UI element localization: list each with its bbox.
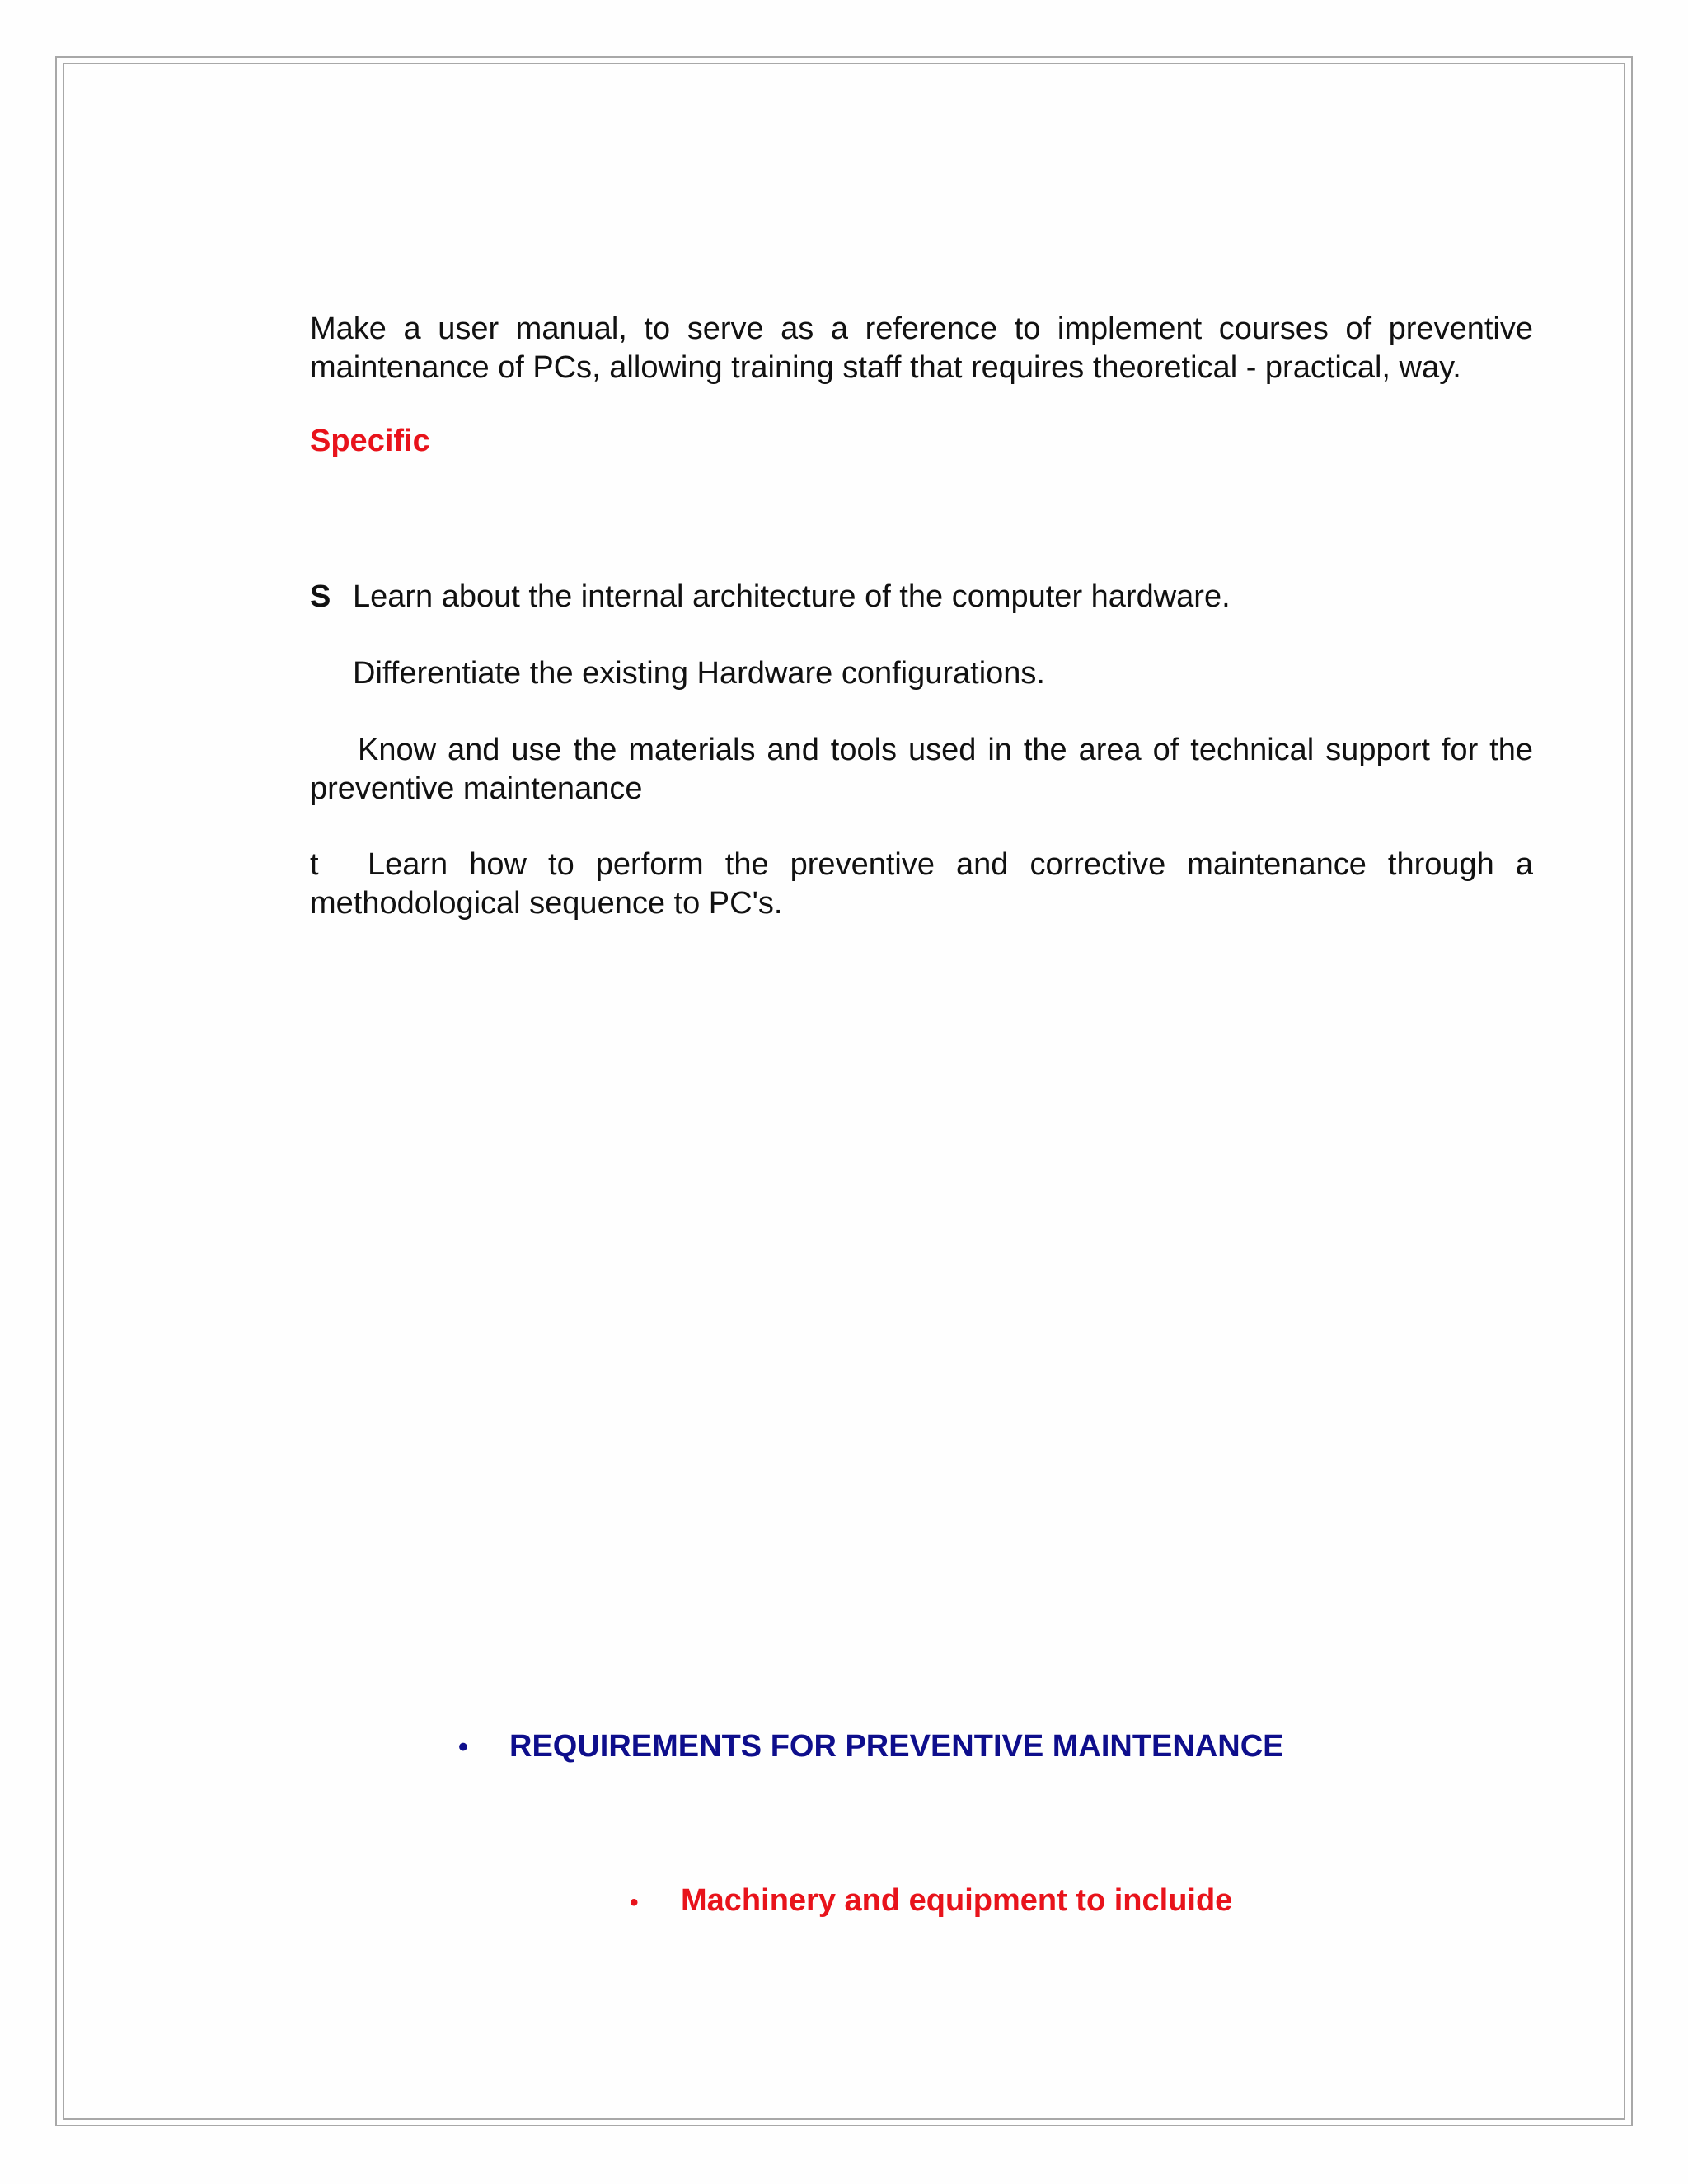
specific-heading: Specific [310,424,430,458]
objective-marker: S [310,579,331,614]
objective-text: Learn about the internal architecture of the computer hardware. [353,579,1231,614]
objective-text: Differentiate the existing Hardware configurations. [353,656,1045,691]
bullet-icon: • [458,1732,468,1763]
objective-item [310,578,1533,616]
objective-text: Learn how to perform the preventive and corrective maintenance through a methodological sequence to PC's. [310,847,1533,921]
intro-paragraph: Make a user manual, to serve as a reference to implement courses of preventive maintenance of PCs, allowing training staff that requires theoretical - practical, way. [310,312,1533,385]
objective-text: Know and use the materials and tools used in the area of technical support for the preventive maintenance [310,733,1533,806]
bullet-icon: • [630,1889,639,1916]
section-heading-text: REQUIREMENTS FOR PREVENTIVE MAINTENANCE [509,1729,1284,1764]
objective-item [310,846,1533,923]
objective-item [310,731,1533,808]
section-heading [458,1729,1284,1765]
objective-marker: t [310,847,319,882]
subsection-heading-text: Machinery and equipment to incluide [681,1883,1233,1918]
objective-item [310,654,1533,693]
subsection-heading [630,1883,1232,1919]
